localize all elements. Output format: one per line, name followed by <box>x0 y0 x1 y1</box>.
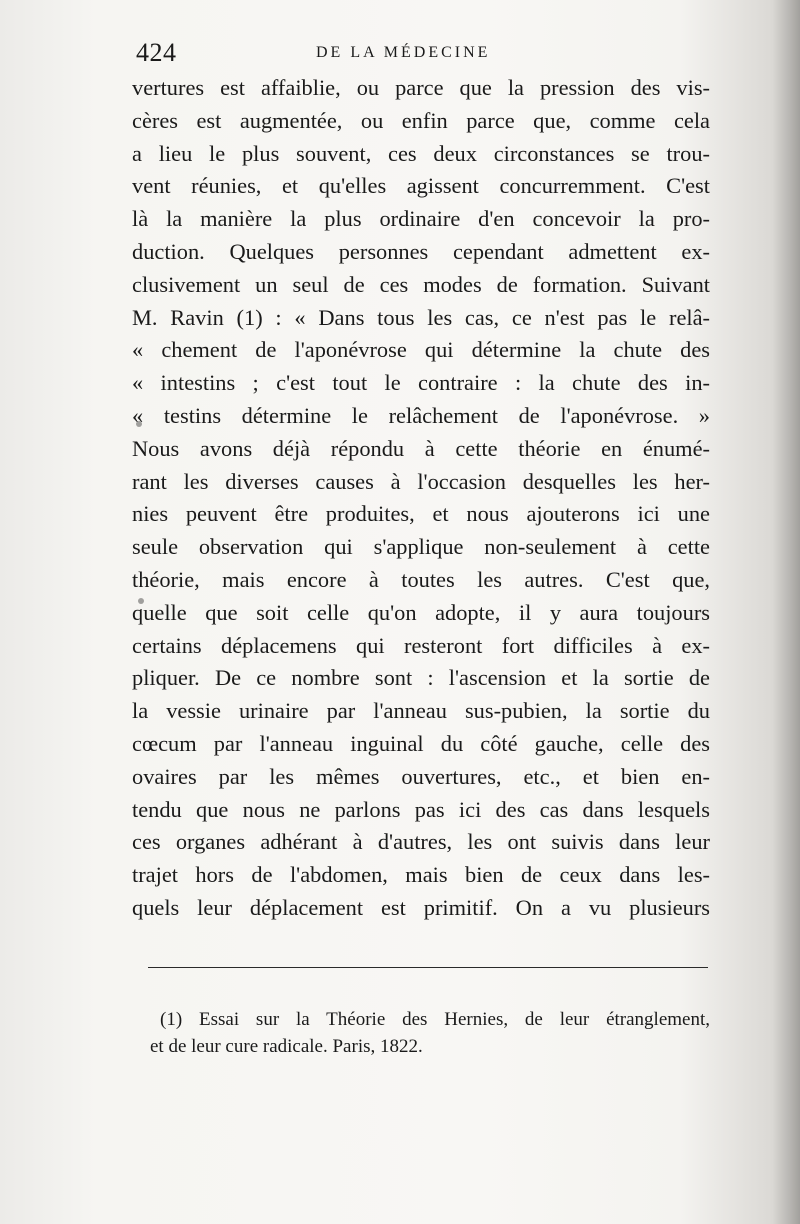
text-line: cères est augmentée, ou enfin parce que, comme cela <box>132 107 710 133</box>
text-line: tendu que nous ne parlons pas ici des cas dans lesquels <box>132 796 710 822</box>
text-line: M. Ravin (1) : « Dans tous les cas, ce n'est pas le relâ- <box>132 304 710 330</box>
text-line: certains déplacemens qui resteront fort difficiles à ex- <box>132 632 710 658</box>
text-line: là la manière la plus ordinaire d'en concevoir la pro- <box>132 206 710 232</box>
text-line: « chement de l'aponévrose qui détermine la chute des <box>132 337 710 363</box>
footnote-rule <box>148 967 708 968</box>
text-line: ces organes adhérant à d'autres, les ont suivis dans leur <box>132 829 710 855</box>
text-line: la vessie urinaire par l'anneau sus-pubien, la sortie du <box>132 698 710 724</box>
margin-dot <box>138 598 144 604</box>
text-line: cœcum par l'anneau inguinal du côté gauche, celle des <box>132 730 710 756</box>
text-line: rant les diverses causes à l'occasion desquelles les her- <box>132 468 710 494</box>
text-line: clusivement un seul de ces modes de formation. Suivant <box>132 271 710 297</box>
text-line: trajet hors de l'abdomen, mais bien de ceux dans les- <box>132 862 710 888</box>
page-header <box>136 38 710 68</box>
running-head: DE LA MÉDECINE <box>316 44 491 61</box>
text-line: « testins détermine le relâchement de l'aponévrose. » <box>132 402 710 428</box>
page-edge-shadow <box>772 0 800 1224</box>
text-line: duction. Quelques personnes cependant admettent ex- <box>132 238 710 264</box>
footnote <box>150 1006 710 1060</box>
footnote-line: et de leur cure radicale. Paris, 1822. <box>150 1036 423 1057</box>
text-line: vertures est affaiblie, ou parce que la pression des vis- <box>132 75 710 100</box>
text-line: quels leur déplacement est primitif. On a vu plusieurs <box>132 894 710 920</box>
text-line: nies peuvent être produites, et nous ajouterons ici une <box>132 501 710 527</box>
text-line: vent réunies, et qu'elles agissent concurremment. C'est <box>132 173 710 199</box>
page-number: 424 <box>136 38 177 67</box>
footnote-line: (1) Essai sur la Théorie des Hernies, de leur étranglement, <box>160 1009 710 1030</box>
margin-dot <box>136 421 142 427</box>
text-line: a lieu le plus souvent, ces deux circonstances se trou- <box>132 140 710 166</box>
body-text <box>132 72 710 925</box>
text-line: pliquer. De ce nombre sont : l'ascension et la sortie de <box>132 665 710 691</box>
text-line: « intestins ; c'est tout le contraire : la chute des in- <box>132 370 710 396</box>
text-line: théorie, mais encore à toutes les autres. C'est que, <box>132 566 710 592</box>
text-line: ovaires par les mêmes ouvertures, etc., et bien en- <box>132 763 710 789</box>
text-line: quelle que soit celle qu'on adopte, il y aura toujours <box>132 599 710 625</box>
text-line: Nous avons déjà répondu à cette théorie en énumé- <box>132 435 710 461</box>
text-line: seule observation qui s'applique non-seulement à cette <box>132 534 710 560</box>
